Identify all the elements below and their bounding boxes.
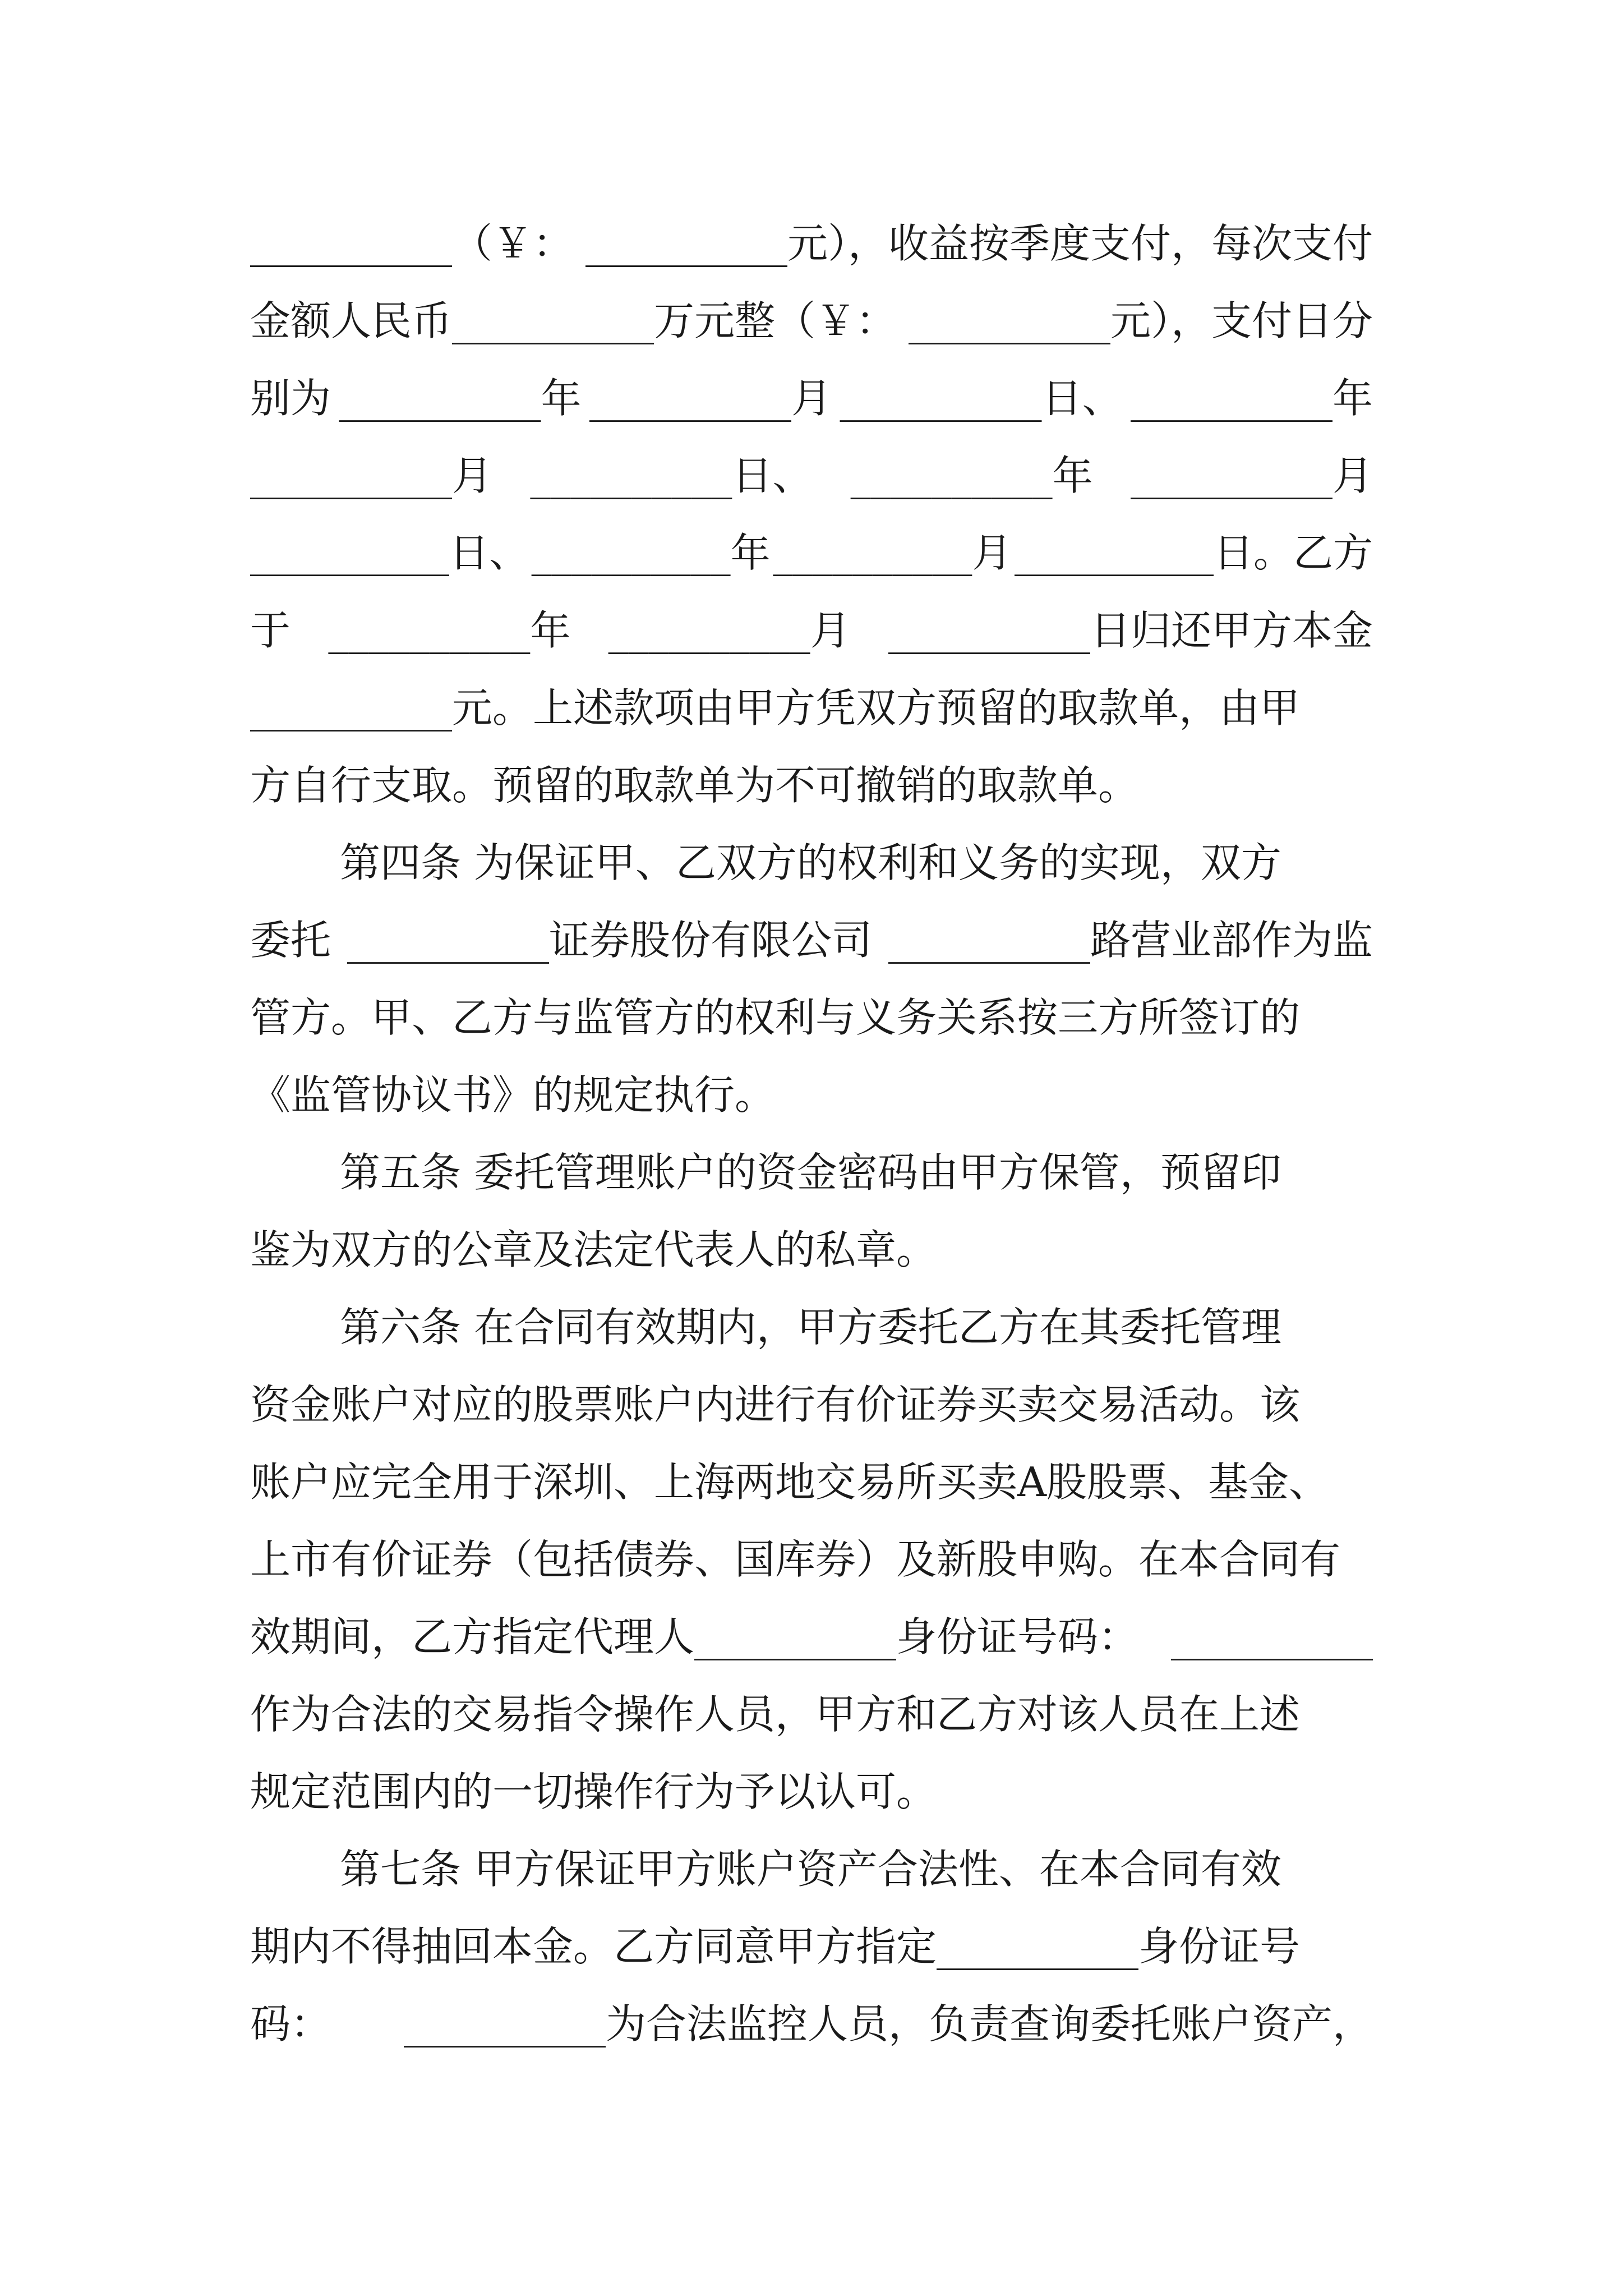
- line-15-part-1: 第六条 在合同有效期内，甲方委托乙方在其委托管理: [340, 1304, 1281, 1351]
- text-line-3: [250, 359, 1373, 438]
- text-line-20: [250, 1675, 1373, 1754]
- line-9-part-1: 第四条 为保证甲、乙双方的权利和义务的实现，双方: [340, 839, 1281, 886]
- line-3-part-1: 别为: [250, 375, 331, 422]
- line-6-part-2: __________年: [328, 607, 571, 654]
- text-line-5: [250, 514, 1373, 592]
- line-1-part-2: __________元），收益按季度支付，每次支付: [585, 220, 1373, 267]
- text-line-24: [250, 1985, 1373, 2063]
- line-19-part-1: 效期间，乙方指定代理人__________身份证号码：: [250, 1613, 1139, 1660]
- line-2-part-2: __________元），支付日分: [908, 297, 1373, 344]
- line-10-part-2: __________证券股份有限公司: [347, 917, 872, 964]
- text-line-19: [250, 1598, 1373, 1676]
- line-14-part-1: 鉴为双方的公章及法定代表人的私章。: [250, 1226, 937, 1273]
- line-6-part-1: 于: [250, 607, 291, 654]
- line-24-part-2: __________为合法监控人员，负责查询委托账户资产，: [403, 2000, 1373, 2047]
- line-13-part-1: 第五条 委托管理账户的资金密码由甲方保管，预留印: [340, 1149, 1281, 1196]
- text-line-4: [250, 436, 1373, 515]
- line-11-part-1: 管方。甲、乙方与监管方的权利与义务关系按三方所签订的: [250, 994, 1301, 1041]
- line-4-part-4: __________月: [1130, 452, 1373, 499]
- line-5-part-2: __________年: [531, 530, 771, 576]
- line-4-part-3: __________年: [850, 452, 1093, 499]
- text-line-2: [250, 282, 1373, 360]
- line-18-part-1: 上市有价证券（包括债券、国库券）及新股申购。在本合同有: [250, 1536, 1341, 1583]
- line-23-part-1: 期内不得抽回本金。乙方同意甲方指定__________身份证号: [250, 1923, 1301, 1970]
- text-line-21: [250, 1752, 1373, 1831]
- line-10-part-1: 委托: [250, 917, 331, 964]
- text-line-1: [250, 204, 1373, 283]
- text-line-23: [250, 1907, 1373, 1986]
- line-6-part-3: __________月: [608, 607, 851, 654]
- line-21-part-1: 规定范围内的一切操作行为予以认可。: [250, 1768, 937, 1815]
- text-line-10: [250, 901, 1373, 979]
- article-5-heading-line: [340, 1133, 1373, 1212]
- line-17-part-1: 账户应完全用于深圳、上海两地交易所买卖A股股票、基金、: [250, 1458, 1329, 1506]
- line-7-part-1: __________元。上述款项由甲方凭双方预留的取款单，由甲: [250, 684, 1301, 731]
- text-line-6: [250, 591, 1373, 670]
- line-3-part-2: __________年: [339, 375, 582, 422]
- line-4-part-2: __________日、: [530, 452, 813, 499]
- article-6-heading-line: [340, 1288, 1373, 1366]
- line-22-part-1: 第七条 甲方保证甲方账户资产合法性、在本合同有效: [340, 1846, 1281, 1893]
- text-line-14: [250, 1211, 1373, 1289]
- text-line-11: [250, 978, 1373, 1057]
- text-line-8: [250, 746, 1373, 825]
- line-10-part-3: __________路营业部作为监: [888, 917, 1373, 964]
- line-5-part-3: __________月: [773, 530, 1012, 576]
- line-5-part-4: __________日。乙方: [1014, 530, 1373, 576]
- text-line-18: [250, 1520, 1373, 1599]
- line-12-part-1: 《监管协议书》的规定执行。: [250, 1071, 776, 1119]
- line-3-part-3: __________月: [589, 375, 832, 422]
- text-line-12: [250, 1056, 1373, 1134]
- line-3-part-5: __________年: [1130, 375, 1373, 422]
- article-7-heading-line: [340, 1830, 1373, 1908]
- line-1-part-1: __________（￥：: [250, 220, 574, 267]
- line-3-part-4: __________日、: [840, 375, 1123, 422]
- text-line-17: [250, 1443, 1373, 1521]
- line-19-part-2: __________: [1171, 1613, 1373, 1660]
- line-5-part-1: __________日、: [250, 530, 529, 576]
- line-2-part-1: 金额人民币__________万元整（￥：: [250, 297, 897, 344]
- line-4-part-1: __________月: [250, 452, 493, 499]
- line-6-part-4: __________日归还甲方本金: [888, 607, 1373, 654]
- text-line-7: [250, 669, 1373, 747]
- article-4-heading-line: [340, 823, 1373, 902]
- text-line-16: [250, 1365, 1373, 1444]
- line-24-part-1: 码：: [250, 2000, 331, 2047]
- line-20-part-1: 作为合法的交易指令操作人员，甲方和乙方对该人员在上述: [250, 1691, 1301, 1738]
- line-16-part-1: 资金账户对应的股票账户内进行有价证券买卖交易活动。该: [250, 1381, 1301, 1428]
- line-8-part-1: 方自行支取。预留的取款单为不可撤销的取款单。: [250, 762, 1139, 809]
